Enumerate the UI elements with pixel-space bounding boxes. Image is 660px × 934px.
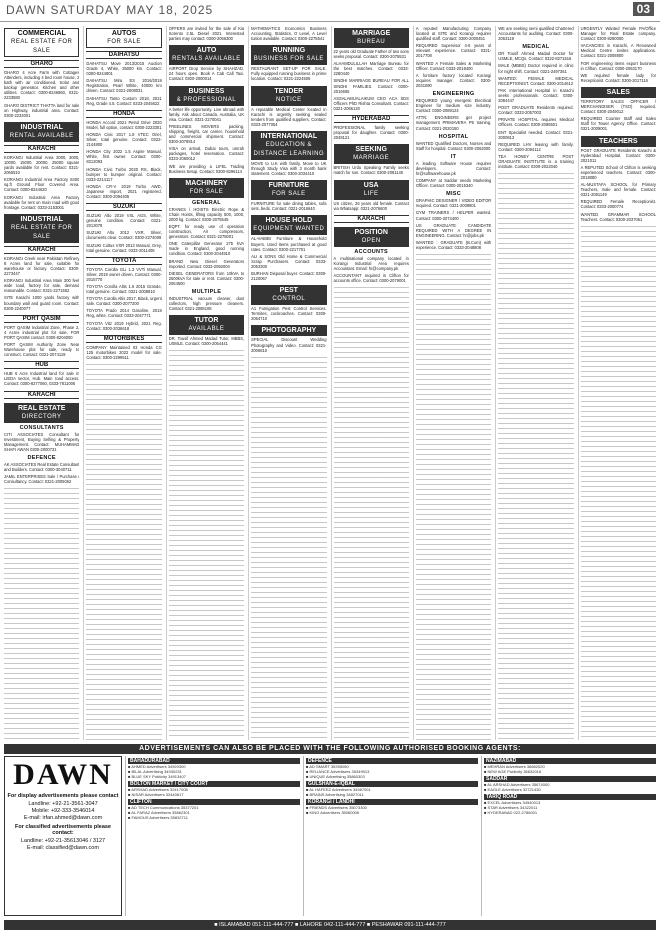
classified-ad: POST GRADUATE Residents required. Contact: 0333-2057003 <box>498 105 574 116</box>
section-heading-subtitle: BUREAU <box>357 39 386 45</box>
section-heading <box>251 215 326 235</box>
classified-ad: HONDA CR-V 2019 Turbo AWD, Japanese import, 2021 registered. Contact: 0300-2094405 <box>86 183 162 199</box>
classified-ad: MOVE to U.K with family. Move to UK through Study Visa with 3 month bank statement. Contact: 0300-2034410 <box>251 160 327 177</box>
section-heading-title: AUTOS <box>111 30 137 37</box>
classified-ad: WANTED: FEMALE MEDICAL RECEPTIONIST. Contact: 0300-2014612 <box>498 75 574 86</box>
classified-ad: CITI ASSOCIATES Consultant for Investment, Buying Selling & Property Management. Contact: MUHAMMAD SHAFI AWAN 0300-2000731 <box>4 431 80 452</box>
agent-entry: ■ AD TECH Communications 35377201 <box>128 805 199 810</box>
section-heading-subtitle: FOR SALE <box>271 191 306 198</box>
section-heading <box>4 403 79 423</box>
agent-entry: ■ KING Advertisers 35060006 <box>306 810 360 815</box>
section-heading <box>251 131 326 160</box>
section-heading-title: SALES <box>606 88 630 96</box>
location-label: KARACHI <box>4 145 79 153</box>
classified-ad: WANTED A Female Sales & Marketing Officer. Contact: 0333-2018400 <box>415 60 492 71</box>
agent-entry: ■ STAR Advertisers 34322011 <box>484 805 538 810</box>
location-label: HUB <box>4 361 79 369</box>
location-label: MOTORBIKES <box>86 335 161 343</box>
section-heading-subtitle: AVAILABLE <box>188 326 225 333</box>
classified-ad: FREELINES MOVERS packing, shipping, freight, car carrier, household and commercial shipment. Contact: 0300-2078814 <box>168 123 245 145</box>
classified-ad: KORANGI Creek near Pakistan Refinery 8 Acres land for sale, suitable for warehouse or factory. Contact: 0300-2273447 <box>4 255 80 277</box>
location-label: SUZUKI <box>86 203 161 211</box>
classified-ad: KORANGI Industrial Area 2000, 3000, 10000, 15000, 20000, 25000 square yards available for rent. Contact: 0321-2065510 <box>4 154 80 176</box>
section-heading <box>169 86 244 106</box>
location-label: DAIHATSU <box>86 51 161 59</box>
classified-ad: GYM TRAINERS / HELPER wanted. Contact: 0300-2074400 <box>415 210 492 221</box>
classified-ad: GHARO DISTRICT THATTA land for sale on Highway, industrial area. Contact: 0300-2233001 <box>4 102 80 118</box>
agent-entry: ■ FAMOUS Advertisers 35832711 <box>128 815 188 820</box>
section-heading-title: TEACHERS <box>599 137 638 145</box>
classified-column <box>578 26 656 740</box>
classified-ad: EQPT. for ready use of operation construction, Air compressors, generators. Contact: 0321-2278001 <box>168 223 245 240</box>
classified-ad: WE are seeking semi qualified Chartered Accountants for auditing. Contact: 0300-2063119 <box>498 26 574 42</box>
agent-entry: ■ NEW AGE Publicity 36632018 <box>484 769 542 774</box>
classified-ad: ONE Caterpillar Generator 275 kVA made in England, good running condition. Contact: 0300-2044910 <box>168 241 245 257</box>
section-heading-title: PHOTOGRAPHY <box>261 327 317 335</box>
classified-ad: A REPUTED School of Clifton is seeking experienced teachers. Contact: 0300-2018080 <box>580 164 656 180</box>
location-label: TOYOTA <box>86 257 161 265</box>
classified-ad: ATTN: ENGINEERS get project management PRIMAVERA P6 training. Contact: 0321-2020150 <box>415 115 492 131</box>
classified-ad: HONDA Accord 2021 Petrol Drive 2020 Model, full option, contact: 0300-2223301 <box>86 119 162 130</box>
agent-city-heading: TARIQ ROAD <box>484 794 656 800</box>
section-heading <box>251 285 326 305</box>
agent-entry: ■ ARSHAD Advertisers 32417008 <box>128 787 188 792</box>
classified-ad: REQUIRED Counter Staff and Sales Staff for Tower Agency Office. Contact: 0321-2009001 <box>580 116 656 132</box>
agent-entry: ■ BRAINS Advertising 34827011 <box>306 792 364 797</box>
section-heading-title: INDUSTRIAL <box>20 215 63 223</box>
classified-ad: WANTED : GRADUATE (B.Com) with experience. Contact: 0333-2048808 <box>415 239 492 250</box>
classified-ad: A reputed Manufacturing Company located at SITE and Korangi requires qualified staff. Contact: 0300-2000451 <box>415 26 492 42</box>
classified-ad: KORANGI Industrial Area Main 300 feet wide road, factory for sale, demand reasonable. Contact: 0321-2271552 <box>4 278 80 294</box>
classified-ad: A multinational company located in Korangi Industrial Area requires Accountant. Email: hr@company.pk <box>333 255 409 271</box>
page-number: 03 <box>633 2 654 16</box>
section-heading-subtitle: FOR SALE <box>189 188 224 195</box>
classified-ad: US citizen, 26 years old female. Contact via Whatsapp: 0321-2076600 <box>333 200 409 211</box>
location-label: GHARO <box>4 60 79 68</box>
section-heading-title: HOUSE HOLD <box>265 217 313 225</box>
section-heading-subtitle: LIFE <box>363 190 379 197</box>
section-heading-title: MACHINERY <box>185 179 228 187</box>
section-heading-subtitle: & PROFESSIONAL <box>176 96 237 103</box>
section-heading-title: TENDER <box>274 87 304 95</box>
category-label: MEDICAL <box>522 44 550 51</box>
dawn-logo: DAWN <box>13 758 113 791</box>
classified-ad: A furniture factory located Korangi requires manager. Contact: 0300-2031090 <box>415 72 492 88</box>
classified-ad: INDUSTRIAL vacuum cleaner, dust collectors, high pressure cleaners. Contact: 0321-2088108 <box>168 296 245 312</box>
section-heading-subtitle: RENTALS AVAILABLE <box>172 56 241 63</box>
agents-column <box>303 756 478 916</box>
bottom-section <box>4 756 656 916</box>
agent-city-heading: BAHADURABAD <box>128 758 300 764</box>
section-heading-title: REAL ESTATE <box>17 404 66 412</box>
classified-ad: FURNITURE for sale dining tables, sofa sets, beds. Contact: 0321-2016640 <box>251 201 327 212</box>
classified-ad: TOYOTA Vitz 2019 Hybrid, 2021 Reg. Contact: 0300-2036618 <box>86 320 162 331</box>
classified-ad: ALI & SONS Old Home & Commercial Scrap Purchasers. Contact: 0333-2053300 <box>251 253 327 269</box>
category-label: MULTIPLE <box>191 289 222 295</box>
classified-ad: URGENTLY Wanted Female PA/Office Manager for Real Estate company. Contact: 0300-8290000 <box>580 26 656 42</box>
classified-ad: PORT QASIM Industrial Zone, Phase 2, 4 Acres industrial plot for sale. FOR PORT QASIM contact: 0300-8204000 <box>4 324 80 340</box>
classified-ad: MALE (MBBS) Doctor required in clinic for night shift. Contact: 0321-2497361 <box>498 63 574 74</box>
agent-entry: ■ MEHRAN Advertisers 36682020 <box>484 764 545 769</box>
classified-ad: WE required female lady for Receptionist. Contact: 0300-2017116 <box>580 72 656 83</box>
section-heading-subtitle: BUSINESS FOR SALE <box>253 56 324 63</box>
section-heading-title: RUNNING <box>272 47 306 55</box>
classified-ad: HONDA Civic Turbo 2020 RS, Black, bumper to bumper original. Contact: 0333-2214117 <box>86 166 162 182</box>
agent-city-heading: CLIFTON <box>128 799 300 805</box>
classified-ad: REQUIRED LHV leaving with family. Contact: 0300-2094112 <box>498 141 574 152</box>
agent-entry: ■ UNIQUE Advertising 35860303 <box>306 774 365 779</box>
classified-ad: A better life opportunity. Live abroad with family. Ask about Canada, Australia, UK visa. Contact: 0321-2270041 <box>168 106 245 122</box>
location-label: HYDERABAD <box>334 115 409 123</box>
classified-ad: ACCOUNTANT required in Clifton for accounts office. Contact: 0300-2079001 <box>333 272 409 284</box>
section-heading <box>251 86 326 106</box>
section-heading <box>251 325 326 336</box>
section-heading <box>334 28 409 48</box>
ad-text-continuation <box>416 252 491 740</box>
classified-ad: DAIHATSU Move 2013/2015 Auction Grade 4, White, 35000 km. Contact: 0300-8244901 <box>86 61 162 77</box>
category-label: MISC <box>446 191 462 198</box>
section-heading-subtitle: NOTICE <box>275 96 302 103</box>
classified-ad: PRIVATE HOSPITAL requires Medical Officers. Contact: 0300-2086501 <box>498 117 574 128</box>
agents-column <box>125 756 300 916</box>
classified-ad: OFFERS are invited for the sale of Kia Sorento 2.5L Diesel 2021. Interested parties may contact: 0300-2066300 <box>168 26 245 42</box>
section-heading-subtitle: OPEN <box>361 237 381 244</box>
agent-entry: ■ HYDERABAD 022-2786001 <box>484 810 538 815</box>
location-label: KARACHI <box>4 246 79 254</box>
classified-ad: SUZUKI Cultus VXR 2013 Manual, Grey, total genuine. Contact: 0333-2011405 <box>86 242 162 253</box>
agent-entry: ■ EAGLE Advertisers 32721430 <box>484 787 541 792</box>
classified-ad: DIESEL GENERATORS from 10kVA to 2500kVA for sale or rent. Contact: 0300-2064500 <box>168 270 245 286</box>
classified-ad: DR. Tousif Ahmed Madad Tutor, MBBS, USMLE. Contact: 0300-2054441 <box>168 336 245 347</box>
classified-ad: PAK International Hospital in Karachi seeks professionals. Contact: 0300-2084447 <box>498 87 574 104</box>
classified-ad: KORANGI Industrial Area Factory available for rent on main road with good frontage. Contact: 0333-2153001 <box>4 194 80 210</box>
agent-entry: ■ BILAL Advertising 34930231 <box>128 769 182 774</box>
classified-ad: US GRADUATE CANDIDATE REQUIRED WITH A DEGREE IN ENGINEERING. Contact: hr@jobs.pk <box>415 222 492 238</box>
masthead <box>0 0 660 22</box>
agent-entry: ■ AD SMART 35395050 <box>306 764 349 769</box>
classified-ad: GRAPHIC DESIGNER / VIDEO EDITOR required. Contact: 0321-2009801 <box>415 198 492 209</box>
classified-ad: HONDA City 2022 1.5 Aspire Manual, White, first owner. Contact: 0300-8212093 <box>86 149 162 165</box>
classified-ad: AIRPORT Drop Service by SHAHZAD. 24 hours open. Book A Cab Call Taxi. Contact: 0300-2000014 <box>168 66 245 82</box>
location-label: PORT QASIM <box>4 315 79 323</box>
section-heading <box>334 180 409 200</box>
classified-ad: WANTED GRAMMAR SCHOOL Teachers. Contact: 0300-2037061 <box>580 211 656 222</box>
classified-column <box>166 26 244 740</box>
classified-ad: REQUIRED young energetic Electrical Engineer for medium size industry. Contact: 0300-2089124 <box>415 98 492 114</box>
classified-ad: SINDHI MARRIAGE BUREAU FOR ALL SINDHI FAMILIES. Contact: 0300-2016605 <box>333 78 409 94</box>
classified-column <box>413 26 491 740</box>
agent-city-heading: SADDAR <box>484 776 656 782</box>
section-heading-subtitle: MARRIAGE <box>353 155 390 162</box>
classified-column <box>4 26 79 740</box>
masthead-title: DAWN SATURDAY MAY 18, 2025 <box>6 3 214 17</box>
section-heading <box>169 178 244 198</box>
classified-landline: Landline: +92-21-35613046 / 3127 <box>20 838 106 844</box>
section-heading-subtitle: CONTROL <box>272 296 306 303</box>
location-label: KARACHI <box>334 215 409 223</box>
classified-ad: TOYOTA Corolla Altis 1.6 2015 Grande, total genuine. Contact: 0321-2008810 <box>86 284 162 295</box>
agent-city-heading: GULSHAN-E-IQBAL <box>306 781 478 787</box>
classified-ad: POST GRADUATE Residents Karachi & Hyderabad Hospital. Contact: 0300-2021011 <box>580 147 656 163</box>
classified-ad: HONDA Civic 2017 1.8 VTEC Oriel, Silver, total genuine. Contact: 0322-2144800 <box>86 131 162 148</box>
classified-ad: ENT Specialist needed. Contact: 0321-2000813 <box>498 129 574 140</box>
classified-ad: TOYOTA Corolla Altis 2017, Black, urgent sale. Contact: 0300-2077200 <box>86 296 162 307</box>
classified-column <box>331 26 409 740</box>
ad-text-continuation <box>251 355 326 740</box>
section-heading-title: TUTOR <box>194 317 219 325</box>
section-heading-subtitle: RENTAL AVAILABLE <box>9 132 74 139</box>
booking-agents-banner: ADVERTISEMENTS CAN ALSO BE PLACED WITH THE FOLLOWING AUTHORISED BOOKING AGENTS: <box>4 744 656 754</box>
section-heading <box>251 45 326 65</box>
section-heading-subtitle: DIRECTORY <box>21 413 62 420</box>
category-label: HOSPITAL <box>438 133 469 140</box>
section-heading-subtitle: EDUCATION & DISTANCE LEARNING <box>253 141 325 157</box>
agent-entry: ■ BLUE SKY Publicity 34913407 <box>128 774 186 779</box>
classified-ad: BURHAN Disposal buyer. Contact: 0300-2120067 <box>251 270 327 282</box>
ad-text-continuation <box>334 285 409 740</box>
section-heading <box>334 227 409 247</box>
classified-ad: BRITISH Urdu Speaking Family seeks match for son. Contact: 0300-2081140 <box>333 165 409 176</box>
classified-column <box>248 26 326 740</box>
classified-ad: SPECIAL Discount Wedding Photography and Video. Contact: 0321-2006810 <box>251 337 327 353</box>
agents-column <box>481 756 656 916</box>
classified-ad: WANTED Qualified Doctors, Nurses and Staff for hospital. Contact: 0300-2062000 <box>415 140 492 151</box>
category-label: IT <box>450 153 457 160</box>
classified-ad: WE are providing a LIFEL Trading Business Setup. Contact: 0300-8296114 <box>168 163 245 174</box>
ad-text-continuation <box>498 171 573 740</box>
classified-ad: PORT QASIM Authority Zone Near Warehouse plot for sale, ready to construct. Contact: 0321-2074119 <box>4 342 80 358</box>
agent-entry: ■ AL FARAZ Advertisers 35862301 <box>128 810 190 815</box>
section-heading-title: USA <box>363 181 379 189</box>
section-heading <box>4 28 79 57</box>
classified-ad: 22 years old Graduate Father of two sons seeks proposal. Contact: 0300-2075531 <box>333 49 409 60</box>
classified-ad: AL-HABIBI Furniture & Household Buyers. Used items purchased at good rates. Contact: 0300-2217701 <box>251 236 327 252</box>
display-mobile: Mobile: +92-333-3546014 <box>31 808 95 814</box>
section-heading-title: SEEKING <box>355 146 387 154</box>
category-label: ACCOUNTS <box>354 248 388 255</box>
section-heading-title: POSITION <box>354 228 388 236</box>
display-ads-heading: For display advertisements please contact <box>7 793 119 799</box>
section-heading-subtitle: REAL ESTATE FOR SALE <box>10 224 73 240</box>
classified-ad: JAMIL ENTERPRISES Sale / Purchase / Consultancy. Contact: 0321-2005062 <box>4 474 80 485</box>
agent-entry: ■ RELIANCE Advertisers 35349913 <box>306 769 370 774</box>
classified-ad: TEA HONEY CENTRE POST GRADUATE INSTITUTE is a training institute. Contact: 0300-2022040 <box>498 153 574 170</box>
classified-ad: FOR engineering items export business in Clifton. Contact: 0300-2063170 <box>580 60 656 71</box>
section-heading <box>581 87 656 98</box>
classified-ad: COMPANY Maintained 03 Honda CG 125 motorbikes 2022 model for sale. Contact: 0300-2299511 <box>86 344 162 360</box>
section-heading-title: BUSINESS <box>188 87 225 95</box>
classified-ad: DR Tousif Ahmed Madad Doctor for USMLE, MCQs. Contact: 0322-8271516 <box>498 51 574 62</box>
dawn-contact-box <box>4 756 122 916</box>
agent-entry: ■ NISAR Advertisers 32440617 <box>128 792 184 797</box>
classified-ad: AK ASSOCIATES Real Estate Consultant and Builders. Contact: 0300-3040711 <box>4 461 80 473</box>
display-landline: Landline: +92-21-3561-3047 <box>28 801 98 807</box>
classified-ad: VISA on arrival, Dubai tours, umrah packages, hotel reservation. Contact: 0333-2060012 <box>168 146 245 162</box>
classified-ad: TOYOTA Prado 2014 Gasoline, 2018 Reg, white. Contact: 0333-2047771 <box>86 308 162 319</box>
agent-entry: ■ AL HAFEEZ Advertisers 34987001 <box>306 787 371 792</box>
section-heading <box>581 136 656 147</box>
section-heading-subtitle: REAL ESTATE FOR SALE <box>10 39 73 54</box>
classified-email[interactable]: E-mail: classified@dawn.com <box>27 845 99 851</box>
classified-ad: SUZUKI Alto 2012 VXR, Silver, documents clear. Contact: 0300-2274008 <box>86 230 162 241</box>
section-heading-subtitle: FOR SALE <box>107 39 141 45</box>
agent-entry: ■ FRIENDS Advertisers 35073300 <box>306 805 367 810</box>
classified-ad: DAIHATSU Mira ES 2016/2019 Registration, Pearl White, 40000 km driven. Contact: 0321-2008031 <box>86 78 162 94</box>
classified-ad: DAIHATSU Tanto Custom 2018, 2021 Reg, Grade 4.5. Contact: 0333-2045622 <box>86 95 162 106</box>
classified-ad: AL-MUSTAFA SCHOOL for Primary Teachers, male and female. Contact: 0321-2081149 <box>580 182 656 198</box>
classified-ad: A reputable Medical Center located in Karachi is urgently seeking sealed tenders from qualified suppliers. Contact: 0333-2077054 <box>251 106 327 127</box>
classified-ad: PROFESSIONAL family seeking proposal for daughter. Contact: 0300-2048121 <box>333 125 409 141</box>
classified-ad: CRANES / HOISTS Electric Rope & Chain Hoists, lifting capacity 500, 1000, 2000 kg. Contact: 0300-2075545 <box>168 206 245 222</box>
display-email[interactable]: E-mail: irfan.ahmed@dawn.com <box>23 815 103 821</box>
ad-text-continuation <box>581 224 656 740</box>
agent-city-heading: KORANGI / LANDHI <box>306 799 478 805</box>
section-heading <box>251 180 326 200</box>
agent-city-heading: BOLTON MARKET / CITY COURT <box>128 781 300 787</box>
classified-ad: MATHEMATICS Economics Business Accounting, Statistics, O Level, A Level tuition available. Contact: 0300-2275541 <box>251 26 327 42</box>
classified-ad: ALHAMDULILLAH Marriage Bureau for the best matches. Contact: 0333-2280440 <box>333 61 409 77</box>
classified-ad: ASSALAMUALAIKUM CEO ACA SDS Officers PhD Rishta Consultant. Contact: 0321-2066120 <box>333 95 409 111</box>
classified-ad: KORANGI Industrial Area Factory 8400 sq.ft Ground Floor Covered Area. Contact: 0300-8244620 <box>4 177 80 193</box>
classified-ad: TOYOTA Corolla GLi 1.3 VVTi Manual, Silver, 2019 owner driven. Contact: 0300-2015770 <box>86 266 162 282</box>
section-heading-title: PEST <box>279 287 298 295</box>
section-heading <box>86 28 161 48</box>
classified-ad: SUZUKI Alto 2019 VXL AGS, White, genuine condition. Contact: 0321-2013078 <box>86 213 162 229</box>
section-heading <box>4 214 79 243</box>
category-label: DEFENCE <box>27 454 56 461</box>
section-heading <box>169 315 244 335</box>
classified-ad: REQUIRED Supervisor 4-5 years of relevant experience. Contact: 0321-2017708 <box>415 43 492 59</box>
section-heading <box>4 122 79 142</box>
booking-agents-list <box>125 756 656 916</box>
agent-city-heading: DEFENCE <box>306 758 478 764</box>
section-heading-title: AUTO <box>196 47 217 55</box>
location-label: KARACHI <box>4 391 79 399</box>
ad-text-continuation <box>169 348 244 740</box>
agent-city-heading: NAZIMABAD <box>484 758 656 764</box>
classified-ad: COMPANY at Saddar needs Marketing Officer. Contact: 0300-2015340 <box>415 178 492 189</box>
agent-entry: ■ AHMED Advertisers 34920300 <box>128 764 186 769</box>
section-heading-title: MARRIAGE <box>352 30 391 37</box>
location-label: HONDA <box>86 110 161 118</box>
agent-entry: ■ EXCEL Advertisers 34540013 <box>484 800 541 805</box>
section-heading <box>334 144 409 164</box>
classified-ads-heading: For classified advertisements please contact: <box>15 824 111 836</box>
agent-entry: ■ AL ARSHAD Advertisers 35674000 <box>484 782 550 787</box>
section-heading-title: INTERNATIONAL <box>260 132 318 140</box>
category-label: CONSULTANTS <box>19 424 64 431</box>
section-heading-title: INDUSTRIAL <box>20 123 63 131</box>
ad-text-continuation <box>86 362 161 740</box>
classified-ad: A1 Fumigation Pest Control Services. Termites, cockroaches. Contact: 0300-2064710 <box>251 306 327 322</box>
category-label: GENERAL <box>191 199 221 206</box>
footer-offices: ■ ISLAMABAD 051-111-444-777 ■ LAHORE 042-111-444-777 ■ PESHAWAR 091-111-444-777 <box>4 920 656 930</box>
classified-ad: RESTAURANT SET-UP FOR SALE. Fully equipped running business in prime location. Contact: 0321-2224506 <box>251 66 327 82</box>
classified-column <box>83 26 161 740</box>
section-heading <box>169 45 244 65</box>
classified-ad: SITE Karachi 1000 yards factory with boundary wall and guard room. Contact: 0300-2240077 <box>4 295 80 311</box>
classifieds-grid <box>4 26 656 740</box>
section-heading-title: FURNITURE <box>268 182 310 190</box>
classified-ad: A leading Software House requires developers. Contact: hr@softwarehouse.pk <box>415 160 492 176</box>
classified-ad: GHARO 4 Acre Farm with Cottages Attenders, including 4 bed room house, 2 bath with air conditioned. Solar and backup generator. Kitchen and other utilities. Contact: 0300-8246860, 0321-2233580 <box>4 70 80 101</box>
section-heading-title: COMMERCIAL <box>17 30 66 37</box>
ad-text-continuation <box>4 486 79 740</box>
classified-ad: TERRITORY SALES OFFICER / MERCHANDISER (TSO) required. Contact: 0300-2049012 <box>580 98 656 115</box>
classified-column <box>495 26 573 740</box>
section-heading-subtitle: EQUIPMENT WANTED <box>253 226 325 233</box>
classified-ad: BRAND New Diesel Generators imported. Contact: 0333-2092004 <box>168 258 245 269</box>
category-label: ENGINEERING <box>432 91 475 98</box>
classified-ad: HUB 6 Acre Industrial land for sale in LIEDA sector, Hub. Main road access. Contact: 0300-8277060, 0333-7811006 <box>4 371 80 387</box>
classified-ad: VACANCIES in Karachi, A Renowned Medical Centre invites applications. Contact: 0321-2008800 <box>580 43 656 59</box>
classified-ad: REQUIRED Female Receptionist. Contact: 0333-2000774 <box>580 199 656 210</box>
